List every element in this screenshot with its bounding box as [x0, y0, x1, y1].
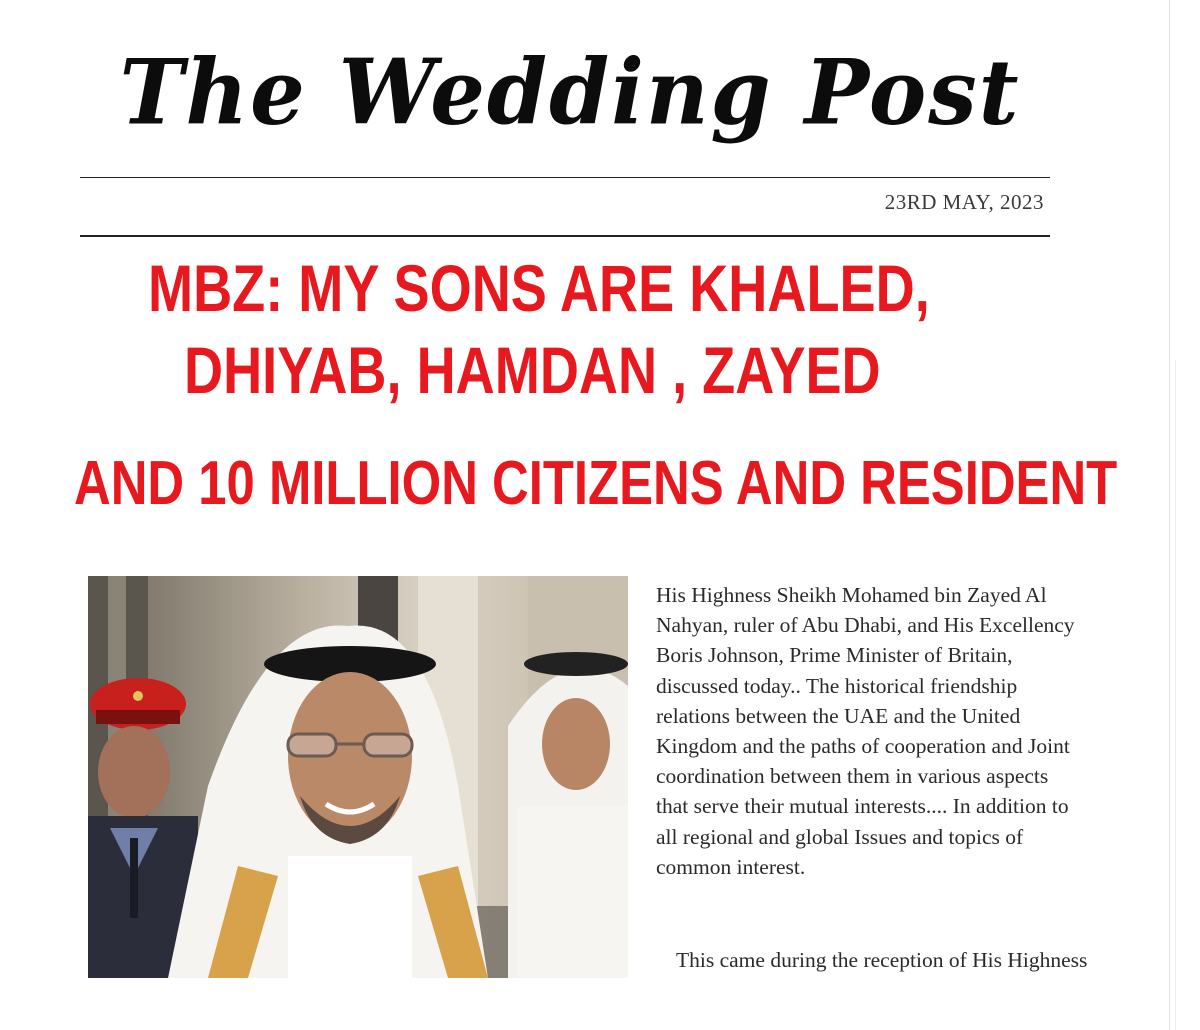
article-line: discussed today.. The historical friendship: [656, 673, 1018, 698]
headline-line-3: AND 10 MILLION CITIZENS AND RESIDENT: [74, 449, 1118, 518]
article-photo: [88, 576, 628, 978]
article-line: Kingdom and the paths of cooperation and Joint: [656, 734, 1070, 759]
masthead-rule-top: [80, 177, 1050, 178]
page-edge: [1169, 0, 1170, 1030]
dateline: 23RD MAY, 2023: [884, 190, 1044, 214]
headline-line-2: DHIYAB, HAMDAN , ZAYED: [184, 333, 881, 407]
article-line: coordination between them in various aspects: [656, 764, 1049, 789]
article-body: [656, 580, 1156, 882]
masthead-rule-bottom: [80, 235, 1050, 237]
article-paragraph-2: This came during the reception of His Highness: [676, 948, 1088, 972]
article-line: all regional and global Issues and topics of: [656, 824, 1024, 849]
masthead-title: The Wedding Post: [119, 39, 1021, 146]
article-line: that serve their mutual interests.... In addition to: [656, 794, 1069, 819]
headline-line-1: MBZ: MY SONS ARE KHALED,: [148, 251, 930, 325]
article-line: Boris Johnson, Prime Minister of Britain,: [656, 643, 1013, 668]
article-line: relations between the UAE and the United: [656, 703, 1021, 728]
article-line: Nahyan, ruler of Abu Dhabi, and His Excellency: [656, 613, 1075, 638]
article-line: common interest.: [656, 854, 806, 879]
article-line: His Highness Sheikh Mohamed bin Zayed Al: [656, 583, 1047, 607]
page-edge-secondary: [1175, 360, 1176, 1030]
